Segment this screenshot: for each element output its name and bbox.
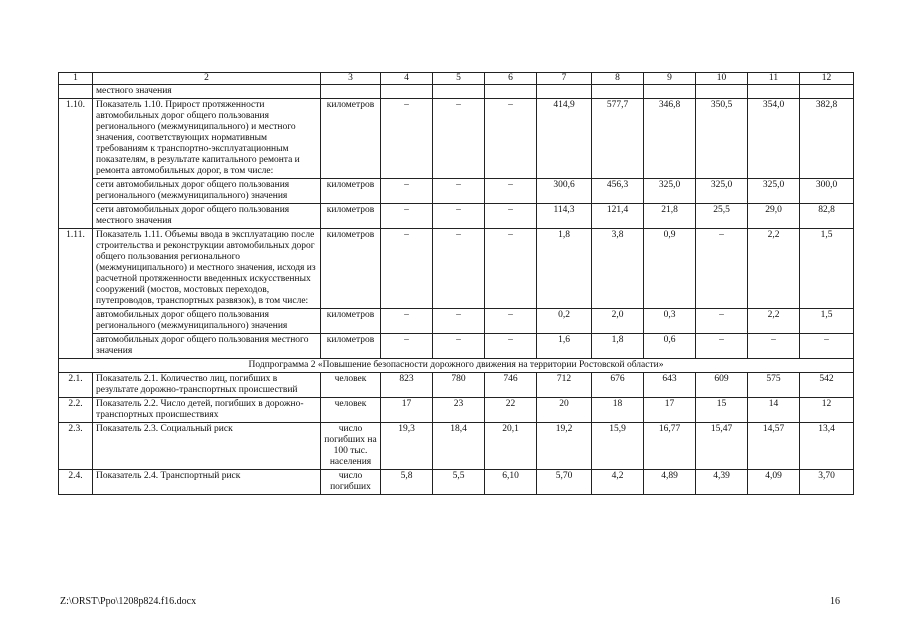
row-number: 1.11. [59, 229, 93, 359]
value-cell: – [696, 334, 748, 359]
value-cell: 712 [537, 373, 592, 398]
row-number: 2.1. [59, 373, 93, 398]
value-cell: 609 [696, 373, 748, 398]
value-cell: 0,3 [644, 309, 696, 334]
unit-cell: километров [321, 204, 381, 229]
indicator-name: автомобильных дорог общего пользования местного значения [93, 334, 321, 359]
value-cell: – [381, 334, 433, 359]
value-cell: – [485, 334, 537, 359]
table-row [59, 179, 854, 204]
value-cell: 15 [696, 398, 748, 423]
value-cell: 823 [381, 373, 433, 398]
header-row [59, 73, 854, 85]
value-cell: 14 [748, 398, 800, 423]
value-cell: 1,5 [800, 229, 854, 309]
value-cell: 5,5 [433, 470, 485, 495]
value-cell: 6,10 [485, 470, 537, 495]
unit-cell: километров [321, 179, 381, 204]
value-cell: – [485, 179, 537, 204]
value-cell: 300,6 [537, 179, 592, 204]
value-cell: 3,8 [592, 229, 644, 309]
unit-cell: человек [321, 373, 381, 398]
indicator-name: сети автомобильных дорог общего пользования местного значения [93, 204, 321, 229]
value-cell: 25,5 [696, 204, 748, 229]
table-row [59, 229, 854, 309]
table-row [59, 334, 854, 359]
indicator-name: Показатель 1.10. Прирост протяженности автомобильных дорог общего пользования регионального (межмуниципального) и местного значения, соответствующих нормативным требованиям к транспортно-эксплуатационным показателям, в результате капитального ремонта и ремонта автомобильных дорог, в том числе: [93, 99, 321, 179]
table-row [59, 470, 854, 495]
value-cell: – [485, 204, 537, 229]
continuation-text: местного значения [93, 85, 321, 99]
value-cell: 22 [485, 398, 537, 423]
value-cell: – [381, 204, 433, 229]
row-number: 2.2. [59, 398, 93, 423]
unit-cell: километров [321, 229, 381, 309]
value-cell: – [433, 204, 485, 229]
value-cell: 17 [644, 398, 696, 423]
value-cell: – [433, 334, 485, 359]
header-cell: 4 [381, 73, 433, 85]
value-cell: 300,0 [800, 179, 854, 204]
value-cell: 1,8 [592, 334, 644, 359]
value-cell: 23 [433, 398, 485, 423]
continuation-row [59, 85, 854, 99]
indicator-name: Показатель 1.11. Объемы ввода в эксплуатацию после строительства и реконструкции автомобильных дорог общего пользования регионального (межмуниципального) и местного значения, исходя из расчетной протяженности введенных искусственных сооружений (мостов, мостовых переходов, путепроводов, транспортных развязок), в том числе: [93, 229, 321, 309]
indicators-table [58, 72, 854, 495]
table-row [59, 204, 854, 229]
table-row [59, 99, 854, 179]
header-cell: 8 [592, 73, 644, 85]
value-cell: – [696, 229, 748, 309]
value-cell: 15,9 [592, 423, 644, 470]
value-cell: 4,89 [644, 470, 696, 495]
value-cell: – [433, 99, 485, 179]
indicator-name: Показатель 2.3. Социальный риск [93, 423, 321, 470]
row-number: 2.4. [59, 470, 93, 495]
indicator-name: Показатель 2.4. Транспортный риск [93, 470, 321, 495]
table-row [59, 309, 854, 334]
value-cell: 414,9 [537, 99, 592, 179]
value-cell: 643 [644, 373, 696, 398]
value-cell: – [696, 309, 748, 334]
value-cell: 325,0 [644, 179, 696, 204]
value-cell: 2,2 [748, 229, 800, 309]
header-cell: 9 [644, 73, 696, 85]
header-cell: 3 [321, 73, 381, 85]
value-cell: 121,4 [592, 204, 644, 229]
value-cell: 19,3 [381, 423, 433, 470]
header-cell: 12 [800, 73, 854, 85]
value-cell: 0,9 [644, 229, 696, 309]
value-cell: 577,7 [592, 99, 644, 179]
value-cell: 3,70 [800, 470, 854, 495]
table-row [59, 373, 854, 398]
value-cell: – [485, 99, 537, 179]
row-number: 1.10. [59, 99, 93, 229]
unit-cell: километров [321, 309, 381, 334]
value-cell: 542 [800, 373, 854, 398]
value-cell: 0,2 [537, 309, 592, 334]
value-cell: – [433, 229, 485, 309]
value-cell: 16,77 [644, 423, 696, 470]
value-cell: 350,5 [696, 99, 748, 179]
header-cell: 5 [433, 73, 485, 85]
file-path: Z:\ORST\Ppo\1208p824.f16.docx [60, 596, 197, 607]
unit-cell: километров [321, 99, 381, 179]
value-cell: 456,3 [592, 179, 644, 204]
header-cell: 11 [748, 73, 800, 85]
value-cell: 325,0 [748, 179, 800, 204]
indicator-name: сети автомобильных дорог общего пользования регионального (межмуниципального) значения [93, 179, 321, 204]
value-cell: – [381, 229, 433, 309]
value-cell: 15,47 [696, 423, 748, 470]
value-cell: 354,0 [748, 99, 800, 179]
row-number: 2.3. [59, 423, 93, 470]
value-cell: 5,70 [537, 470, 592, 495]
indicator-name: Показатель 2.2. Число детей, погибших в дорожно-транспортных происшествиях [93, 398, 321, 423]
value-cell: 4,09 [748, 470, 800, 495]
value-cell: 382,8 [800, 99, 854, 179]
unit-cell: число погибших [321, 470, 381, 495]
value-cell: 13,4 [800, 423, 854, 470]
value-cell: 29,0 [748, 204, 800, 229]
value-cell: 20,1 [485, 423, 537, 470]
table-row [59, 423, 854, 470]
value-cell: – [485, 229, 537, 309]
value-cell: 1,8 [537, 229, 592, 309]
subprogram-row [59, 359, 854, 373]
value-cell: – [433, 309, 485, 334]
header-cell: 7 [537, 73, 592, 85]
value-cell: – [433, 179, 485, 204]
value-cell: 1,6 [537, 334, 592, 359]
unit-cell: число погибших на 100 тыс. населения [321, 423, 381, 470]
value-cell: 21,8 [644, 204, 696, 229]
value-cell: 5,8 [381, 470, 433, 495]
value-cell: 2,2 [748, 309, 800, 334]
subprogram-title: Подпрограмма 2 «Повышение безопасности дорожного движения на территории Ростовской области» [59, 359, 854, 373]
value-cell: 676 [592, 373, 644, 398]
value-cell: 12 [800, 398, 854, 423]
value-cell: – [748, 334, 800, 359]
value-cell: 1,5 [800, 309, 854, 334]
value-cell: 14,57 [748, 423, 800, 470]
value-cell: – [381, 309, 433, 334]
value-cell: – [381, 179, 433, 204]
header-cell: 2 [93, 73, 321, 85]
value-cell: 114,3 [537, 204, 592, 229]
header-cell: 6 [485, 73, 537, 85]
value-cell: 20 [537, 398, 592, 423]
indicator-name: автомобильных дорог общего пользования регионального (межмуниципального) значения [93, 309, 321, 334]
value-cell: – [800, 334, 854, 359]
value-cell: – [485, 309, 537, 334]
unit-cell: километров [321, 334, 381, 359]
value-cell: 346,8 [644, 99, 696, 179]
page-number: 16 [830, 596, 840, 607]
indicator-name: Показатель 2.1. Количество лиц, погибших в результате дорожно-транспортных происшествий [93, 373, 321, 398]
value-cell: 0,6 [644, 334, 696, 359]
value-cell: 4,39 [696, 470, 748, 495]
header-cell: 10 [696, 73, 748, 85]
value-cell: 780 [433, 373, 485, 398]
value-cell: 18,4 [433, 423, 485, 470]
value-cell: 17 [381, 398, 433, 423]
unit-cell: человек [321, 398, 381, 423]
value-cell: 18 [592, 398, 644, 423]
value-cell: 575 [748, 373, 800, 398]
value-cell: 19,2 [537, 423, 592, 470]
value-cell: 325,0 [696, 179, 748, 204]
value-cell: – [381, 99, 433, 179]
value-cell: 746 [485, 373, 537, 398]
header-cell: 1 [59, 73, 93, 85]
value-cell: 82,8 [800, 204, 854, 229]
value-cell: 2,0 [592, 309, 644, 334]
value-cell: 4,2 [592, 470, 644, 495]
table-row [59, 398, 854, 423]
